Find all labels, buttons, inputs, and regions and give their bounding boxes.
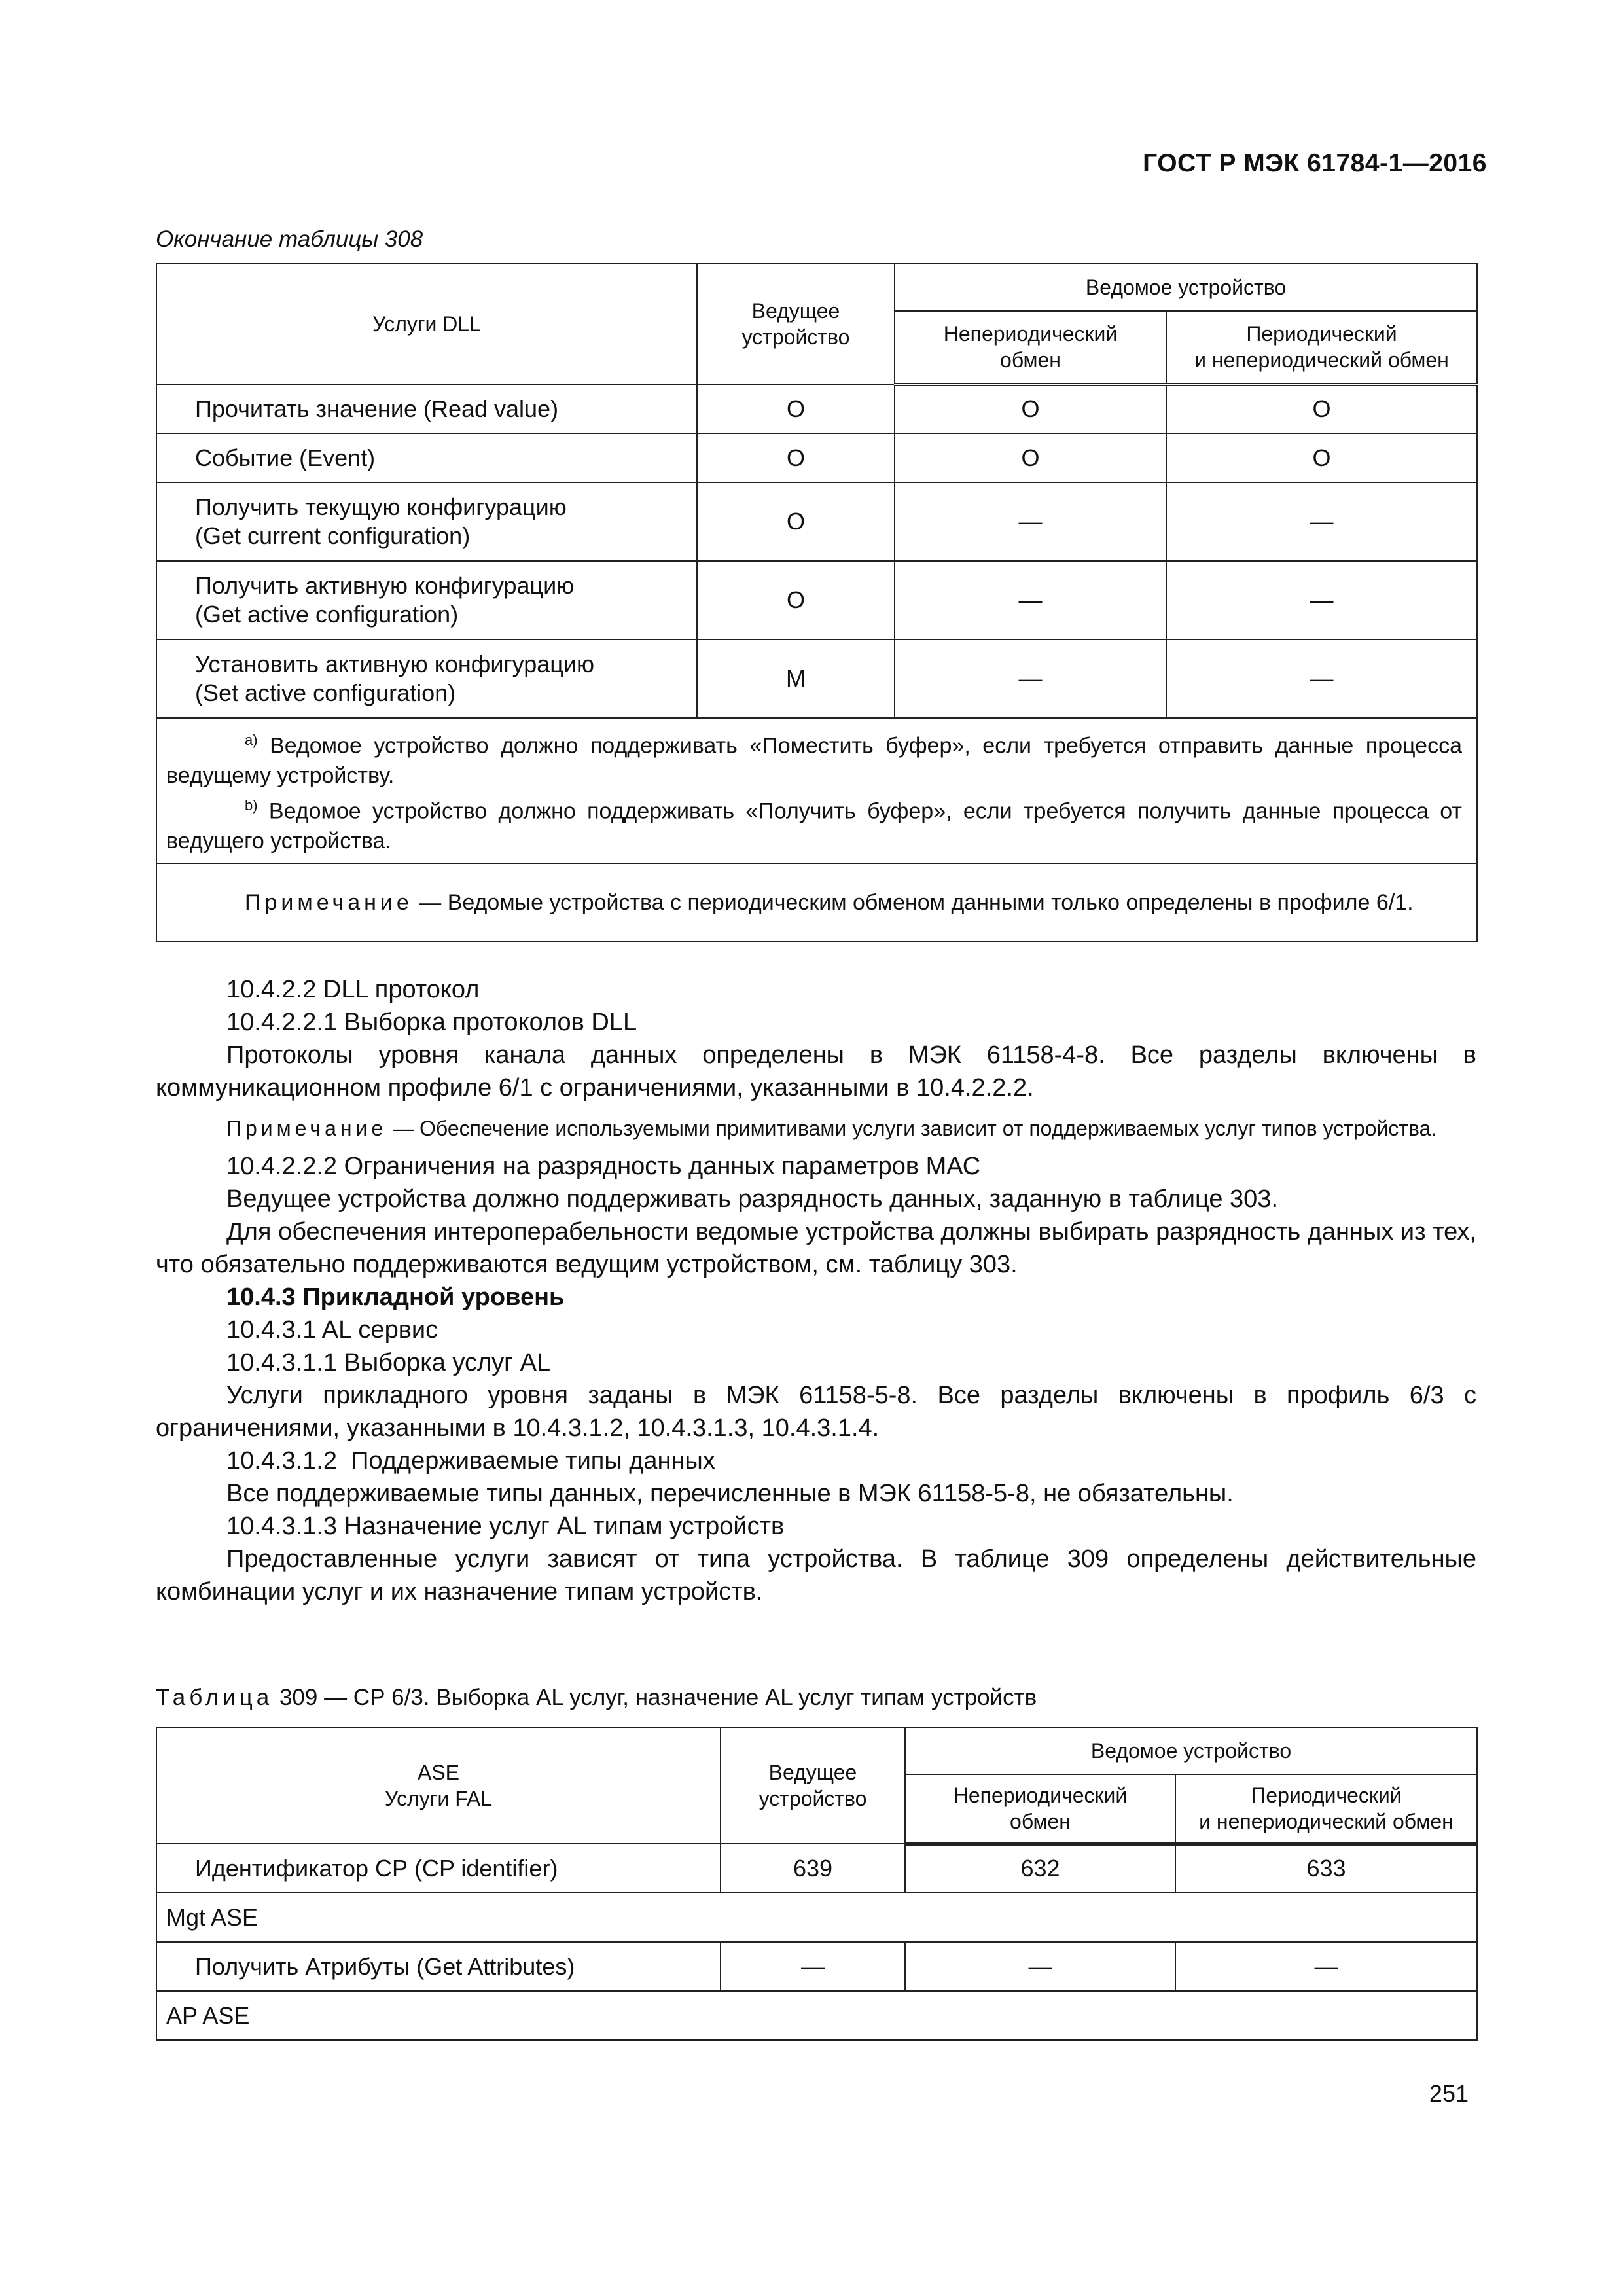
table-309-caption-label: Таблица — [156, 1685, 274, 1710]
master-value: М — [697, 639, 895, 718]
clause-10-4-2-2-1: 10.4.2.2.1 Выборка протоколов DLL — [226, 1009, 637, 1036]
table-row — [156, 384, 1477, 433]
master-value: О — [697, 433, 895, 482]
note-text: — Ведомые устройства с периодическим обменом данными только определены в профиле 6/1. — [412, 890, 1414, 915]
clause-10-4-3-1: 10.4.3.1 AL сервис — [226, 1316, 438, 1344]
table-note — [156, 863, 1477, 942]
col-header-slave-periodic: Периодический и непериодический обмен — [1175, 1774, 1477, 1844]
paragraph: Услуги прикладного уровня заданы в МЭК 61158-5-8. Все разделы включены в профиль 6/3 с ограничениями, указанными в 10.4.3.1.2, 10.4.3.1.3, 10.4.3.1.4. — [156, 1382, 1476, 1442]
master-value: — — [721, 1942, 905, 1991]
body-section — [156, 973, 1476, 1608]
service-name: Получить активную конфигурацию (Get active configuration) — [156, 561, 697, 639]
master-value: О — [697, 561, 895, 639]
service-name: Получить Атрибуты (Get Attributes) — [156, 1942, 721, 1991]
master-value: О — [697, 482, 895, 561]
table-row — [156, 1844, 1477, 1893]
table-row — [156, 482, 1477, 561]
col-header-fal-services: ASE Услуги FAL — [156, 1727, 721, 1844]
col-header-slave-aperiodic: Непериодический обмен — [905, 1774, 1175, 1844]
col-header-master: Ведущее устройство — [721, 1727, 905, 1844]
service-name: Получить текущую конфигурацию (Get current configuration) — [156, 482, 697, 561]
table-row — [156, 1942, 1477, 1991]
table-309-caption-text: 309 — СР 6/3. Выборка AL услуг, назначение AL услуг типам устройств — [273, 1685, 1037, 1710]
col-header-slave: Ведомое устройство — [905, 1727, 1477, 1774]
periodic-value: О — [1166, 384, 1477, 433]
service-name: Идентификатор СР (CP identifier) — [156, 1844, 721, 1893]
note-row — [156, 863, 1477, 942]
clause-10-4-3: 10.4.3 Прикладной уровень — [226, 1283, 565, 1311]
footnote-a-mark: a) — [245, 731, 258, 748]
periodic-value: — — [1175, 1942, 1477, 1991]
table-row — [156, 561, 1477, 639]
aperiodic-value: О — [895, 384, 1166, 433]
aperiodic-value: — — [905, 1942, 1175, 1991]
clause-10-4-3-1-1: 10.4.3.1.1 Выборка услуг AL — [226, 1349, 551, 1376]
col-header-slave: Ведомое устройство — [895, 264, 1477, 311]
table-309-caption — [156, 1685, 1037, 1711]
paragraph: Ведущее устройства должно поддерживать разрядность данных, заданную в таблице 303. — [226, 1185, 1279, 1213]
footnotes — [156, 718, 1477, 863]
service-name: Прочитать значение (Read value) — [156, 384, 697, 433]
footnote-a — [166, 725, 1462, 791]
col-header-slave-aperiodic: Непериодический обмен — [895, 311, 1166, 384]
document-code: ГОСТ Р МЭК 61784-1—2016 — [1143, 149, 1487, 177]
note-label: Примечание — [245, 890, 413, 915]
service-name: Событие (Event) — [156, 433, 697, 482]
periodic-value: — — [1166, 482, 1477, 561]
table-308-caption: Окончание таблицы 308 — [156, 226, 423, 252]
body-note — [156, 1113, 1476, 1143]
ase-group-name: Mgt ASE — [156, 1893, 1477, 1942]
clause-10-4-2-2: 10.4.2.2 DLL протокол — [226, 976, 480, 1003]
periodic-value: — — [1166, 561, 1477, 639]
col-header-slave-periodic: Периодический и непериодический обмен — [1166, 311, 1477, 384]
paragraph: Все поддерживаемые типы данных, перечисленные в МЭК 61158-5-8, не обязательны. — [226, 1480, 1234, 1507]
table-row — [156, 433, 1477, 482]
table-row — [156, 1991, 1477, 2040]
periodic-value: О — [1166, 433, 1477, 482]
paragraph: Для обеспечения интероперабельности ведомые устройства должны выбирать разрядность данных из тех, что обязательно поддерживаются ведущим устройством, см. таблицу 303. — [156, 1218, 1476, 1278]
page-number: 251 — [1429, 2080, 1469, 2107]
clause-10-4-2-2-2: 10.4.2.2.2 Ограничения на разрядность данных параметров МАС — [226, 1153, 981, 1180]
aperiodic-value: — — [895, 561, 1166, 639]
table-row — [156, 1893, 1477, 1942]
clause-10-4-3-1-3: 10.4.3.1.3 Назначение услуг AL типам устройств — [226, 1513, 785, 1540]
master-value: О — [697, 384, 895, 433]
aperiodic-value: 632 — [905, 1844, 1175, 1893]
note-text: — Обеспечение используемыми примитивами услуги зависит от поддерживаемых услуг типов устройства. — [387, 1117, 1437, 1140]
table-309 — [156, 1727, 1478, 2041]
aperiodic-value: О — [895, 433, 1166, 482]
footnotes-row — [156, 718, 1477, 863]
paragraph: Протоколы уровня канала данных определены в МЭК 61158-4-8. Все разделы включены в коммуникационном профиле 6/1 с ограничениями, указанными в 10.4.2.2.2. — [156, 1041, 1476, 1102]
note-label: Примечание — [226, 1117, 387, 1140]
col-header-master: Ведущее устройство — [697, 264, 895, 384]
paragraph: Предоставленные услуги зависят от типа устройства. В таблице 309 определены действительные комбинации услуг и их назначение типам устройств. — [156, 1545, 1476, 1605]
periodic-value: — — [1166, 639, 1477, 718]
table-308 — [156, 263, 1478, 942]
aperiodic-value: — — [895, 639, 1166, 718]
col-header-dll-services: Услуги DLL — [156, 264, 697, 384]
clause-10-4-3-1-2: 10.4.3.1.2 Поддерживаемые типы данных — [226, 1447, 715, 1475]
periodic-value: 633 — [1175, 1844, 1477, 1893]
aperiodic-value: — — [895, 482, 1166, 561]
footnote-b-text: Ведомое устройство должно поддерживать «Получить буфер», если требуется получить данные процесса от ведущего устройства. — [166, 798, 1462, 854]
footnote-a-text: Ведомое устройство должно поддерживать «Поместить буфер», если требуется отправить данные процесса ведущему устройству. — [166, 733, 1462, 788]
table-row — [156, 639, 1477, 718]
service-name: Установить активную конфигурацию (Set active configuration) — [156, 639, 697, 718]
ase-group-name: AP ASE — [156, 1991, 1477, 2040]
master-value: 639 — [721, 1844, 905, 1893]
footnote-b-mark: b) — [245, 797, 258, 814]
footnote-b — [166, 791, 1462, 856]
